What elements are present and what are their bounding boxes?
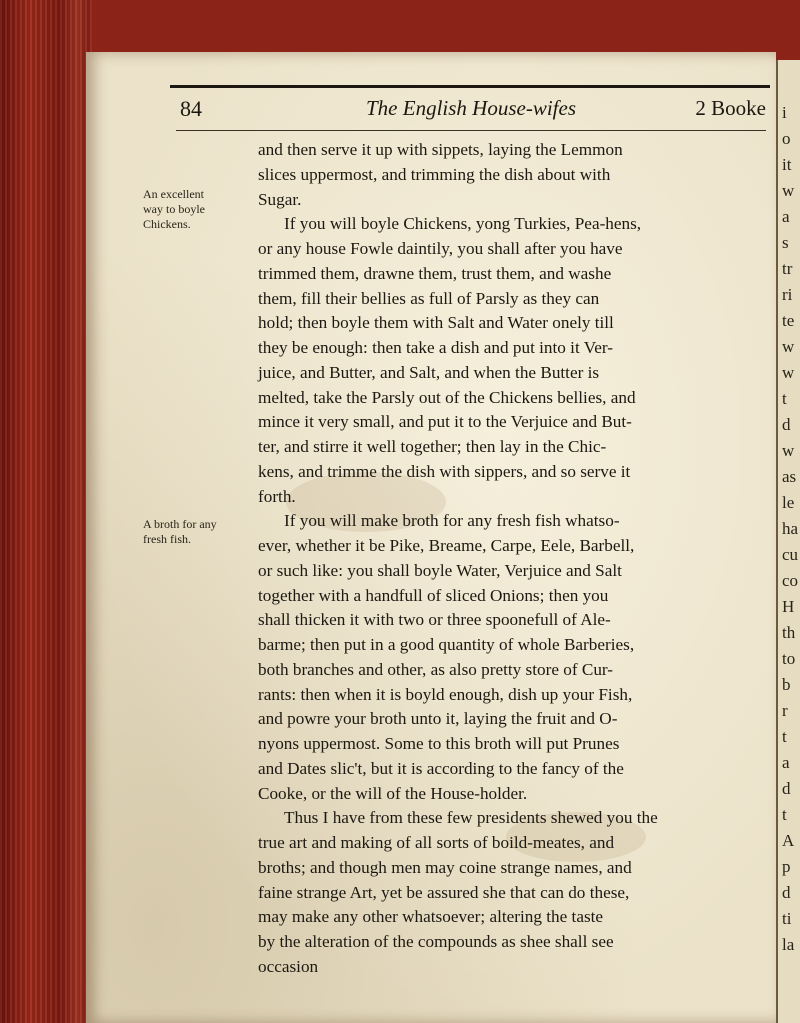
text-line: Cooke, or the will of the House-holder.	[258, 783, 528, 803]
margin-note-line: A broth for any	[143, 517, 217, 531]
text-line: rants: then when it is boyld enough, dish up your Fish,	[258, 684, 633, 704]
adjacent-page-fragment: as	[782, 467, 797, 486]
page-number: 84	[180, 96, 202, 121]
margin-note-chickens	[143, 187, 243, 232]
text-line: occasion	[258, 956, 319, 976]
adjacent-page-fragment: to	[782, 649, 796, 668]
margin-note-line: Chickens.	[143, 217, 191, 231]
text-line: juice, and Butter, and Salt, and when the Butter is	[258, 362, 600, 382]
adjacent-page-fragment: cu	[782, 545, 799, 564]
adjacent-page-fragment: H	[782, 597, 795, 616]
text-line: shall thicken it with two or three spoonefull of Ale-	[258, 610, 611, 630]
adjacent-page-fragment: a	[782, 207, 790, 226]
text-line: or any house Fowle daintily, you shall after you have	[258, 239, 623, 258]
adjacent-page-fragment: a	[782, 753, 790, 772]
adjacent-page-fragment: w	[782, 441, 795, 460]
adjacent-page-text	[782, 100, 798, 958]
book-label: 2 Booke	[695, 96, 766, 120]
adjacent-page-fragment: t	[782, 389, 787, 408]
running-head: The English House-wifes	[366, 96, 576, 120]
text-line: forth.	[258, 486, 296, 506]
adjacent-page-fragment: it	[782, 155, 792, 174]
margin-note-line: fresh fish.	[143, 532, 191, 546]
header-top-rule	[170, 85, 770, 88]
adjacent-page-fragment: s	[782, 233, 789, 252]
margin-note-broth	[143, 517, 243, 547]
page-header	[176, 94, 766, 128]
text-line: true art and making of all sorts of boild-meates, and	[258, 833, 615, 852]
text-line: both branches and other, as also pretty store of Cur-	[258, 659, 614, 679]
text-line: and then serve it up with sippets, laying the Lemmon	[258, 140, 623, 159]
text-line: If you will boyle Chickens, yong Turkies, Pea-hens,	[284, 214, 642, 234]
adjacent-page-fragment: w	[782, 181, 795, 200]
adjacent-page-fragment: o	[782, 129, 791, 148]
book-binding-edge	[0, 0, 92, 1023]
adjacent-page-fragment: le	[782, 493, 795, 512]
text-line: ever, whether it be Pike, Breame, Carpe, Eele, Barbell,	[258, 536, 635, 555]
adjacent-page-fragment: b	[782, 675, 791, 694]
adjacent-page-fragment: d	[782, 883, 791, 902]
text-line: trimmed them, drawne them, trust them, and washe	[258, 263, 612, 283]
text-line: If you will make broth for any fresh fish whatso-	[284, 511, 620, 531]
text-line: barme; then put in a good quantity of whole Barberies,	[258, 635, 635, 654]
text-line: ter, and stirre it well together; then lay in the Chic-	[258, 437, 607, 456]
adjacent-page-fragment: w	[782, 337, 795, 356]
text-line: nyons uppermost. Some to this broth will put Prunes	[258, 734, 620, 753]
text-line: or such like: you shall boyle Water, Verjuice and Salt	[258, 560, 622, 580]
header-bottom-rule	[176, 130, 766, 131]
text-line: by the alteration of the compounds as shee shall see	[258, 932, 614, 951]
adjacent-page-fragment: t	[782, 805, 787, 824]
text-line: kens, and trimme the dish with sippers, and so serve it	[258, 461, 631, 481]
text-line: them, fill their bellies as full of Parsly as they can	[258, 288, 600, 308]
adjacent-page-fragment: t	[782, 727, 787, 746]
adjacent-page-edge	[776, 60, 800, 1023]
adjacent-page-fragment: th	[782, 623, 796, 642]
adjacent-page-fragment: w	[782, 363, 795, 382]
text-line: and Dates slic't, but it is according to the fancy of the	[258, 758, 624, 778]
adjacent-page-fragment: d	[782, 415, 791, 434]
adjacent-page-fragment: ti	[782, 909, 792, 928]
adjacent-page-fragment: i	[782, 103, 787, 122]
text-line: mince it very small, and put it to the Verjuice and But-	[258, 412, 632, 432]
text-line: Sugar.	[258, 189, 302, 209]
text-line: slices uppermost, and trimming the dish about with	[258, 164, 611, 184]
text-line: and powre your broth unto it, laying the fruit and O-	[258, 709, 618, 729]
adjacent-page-fragment: la	[782, 935, 795, 954]
text-line: broths; and though men may coine strange names, and	[258, 857, 632, 877]
page-body-text	[258, 138, 768, 980]
adjacent-page-fragment: tr	[782, 259, 793, 278]
text-line: they be enough: then take a dish and put into it Ver-	[258, 338, 613, 357]
text-line: may make any other whatsoever; altering the taste	[258, 907, 604, 927]
adjacent-page-fragment: d	[782, 779, 791, 798]
adjacent-page-fragment: A	[782, 831, 795, 850]
adjacent-page-fragment: ri	[782, 285, 793, 304]
margin-note-line: An excellent	[143, 187, 204, 201]
adjacent-page-fragment: r	[782, 701, 788, 720]
text-line: hold; then boyle them with Salt and Water onely till	[258, 313, 614, 333]
adjacent-page-fragment: ha	[782, 519, 799, 538]
adjacent-page-fragment: te	[782, 311, 795, 330]
text-line: melted, take the Parsly out of the Chickens bellies, and	[258, 387, 636, 407]
text-line: faine strange Art, yet be assured she that can do these,	[258, 882, 630, 902]
adjacent-page-fragment: co	[782, 571, 799, 590]
margin-note-line: way to boyle	[143, 202, 205, 216]
text-line: Thus I have from these few presidents shewed you the	[284, 808, 658, 828]
adjacent-page-fragment: p	[782, 857, 791, 876]
text-line: together with a handfull of sliced Onions; then you	[258, 585, 609, 605]
